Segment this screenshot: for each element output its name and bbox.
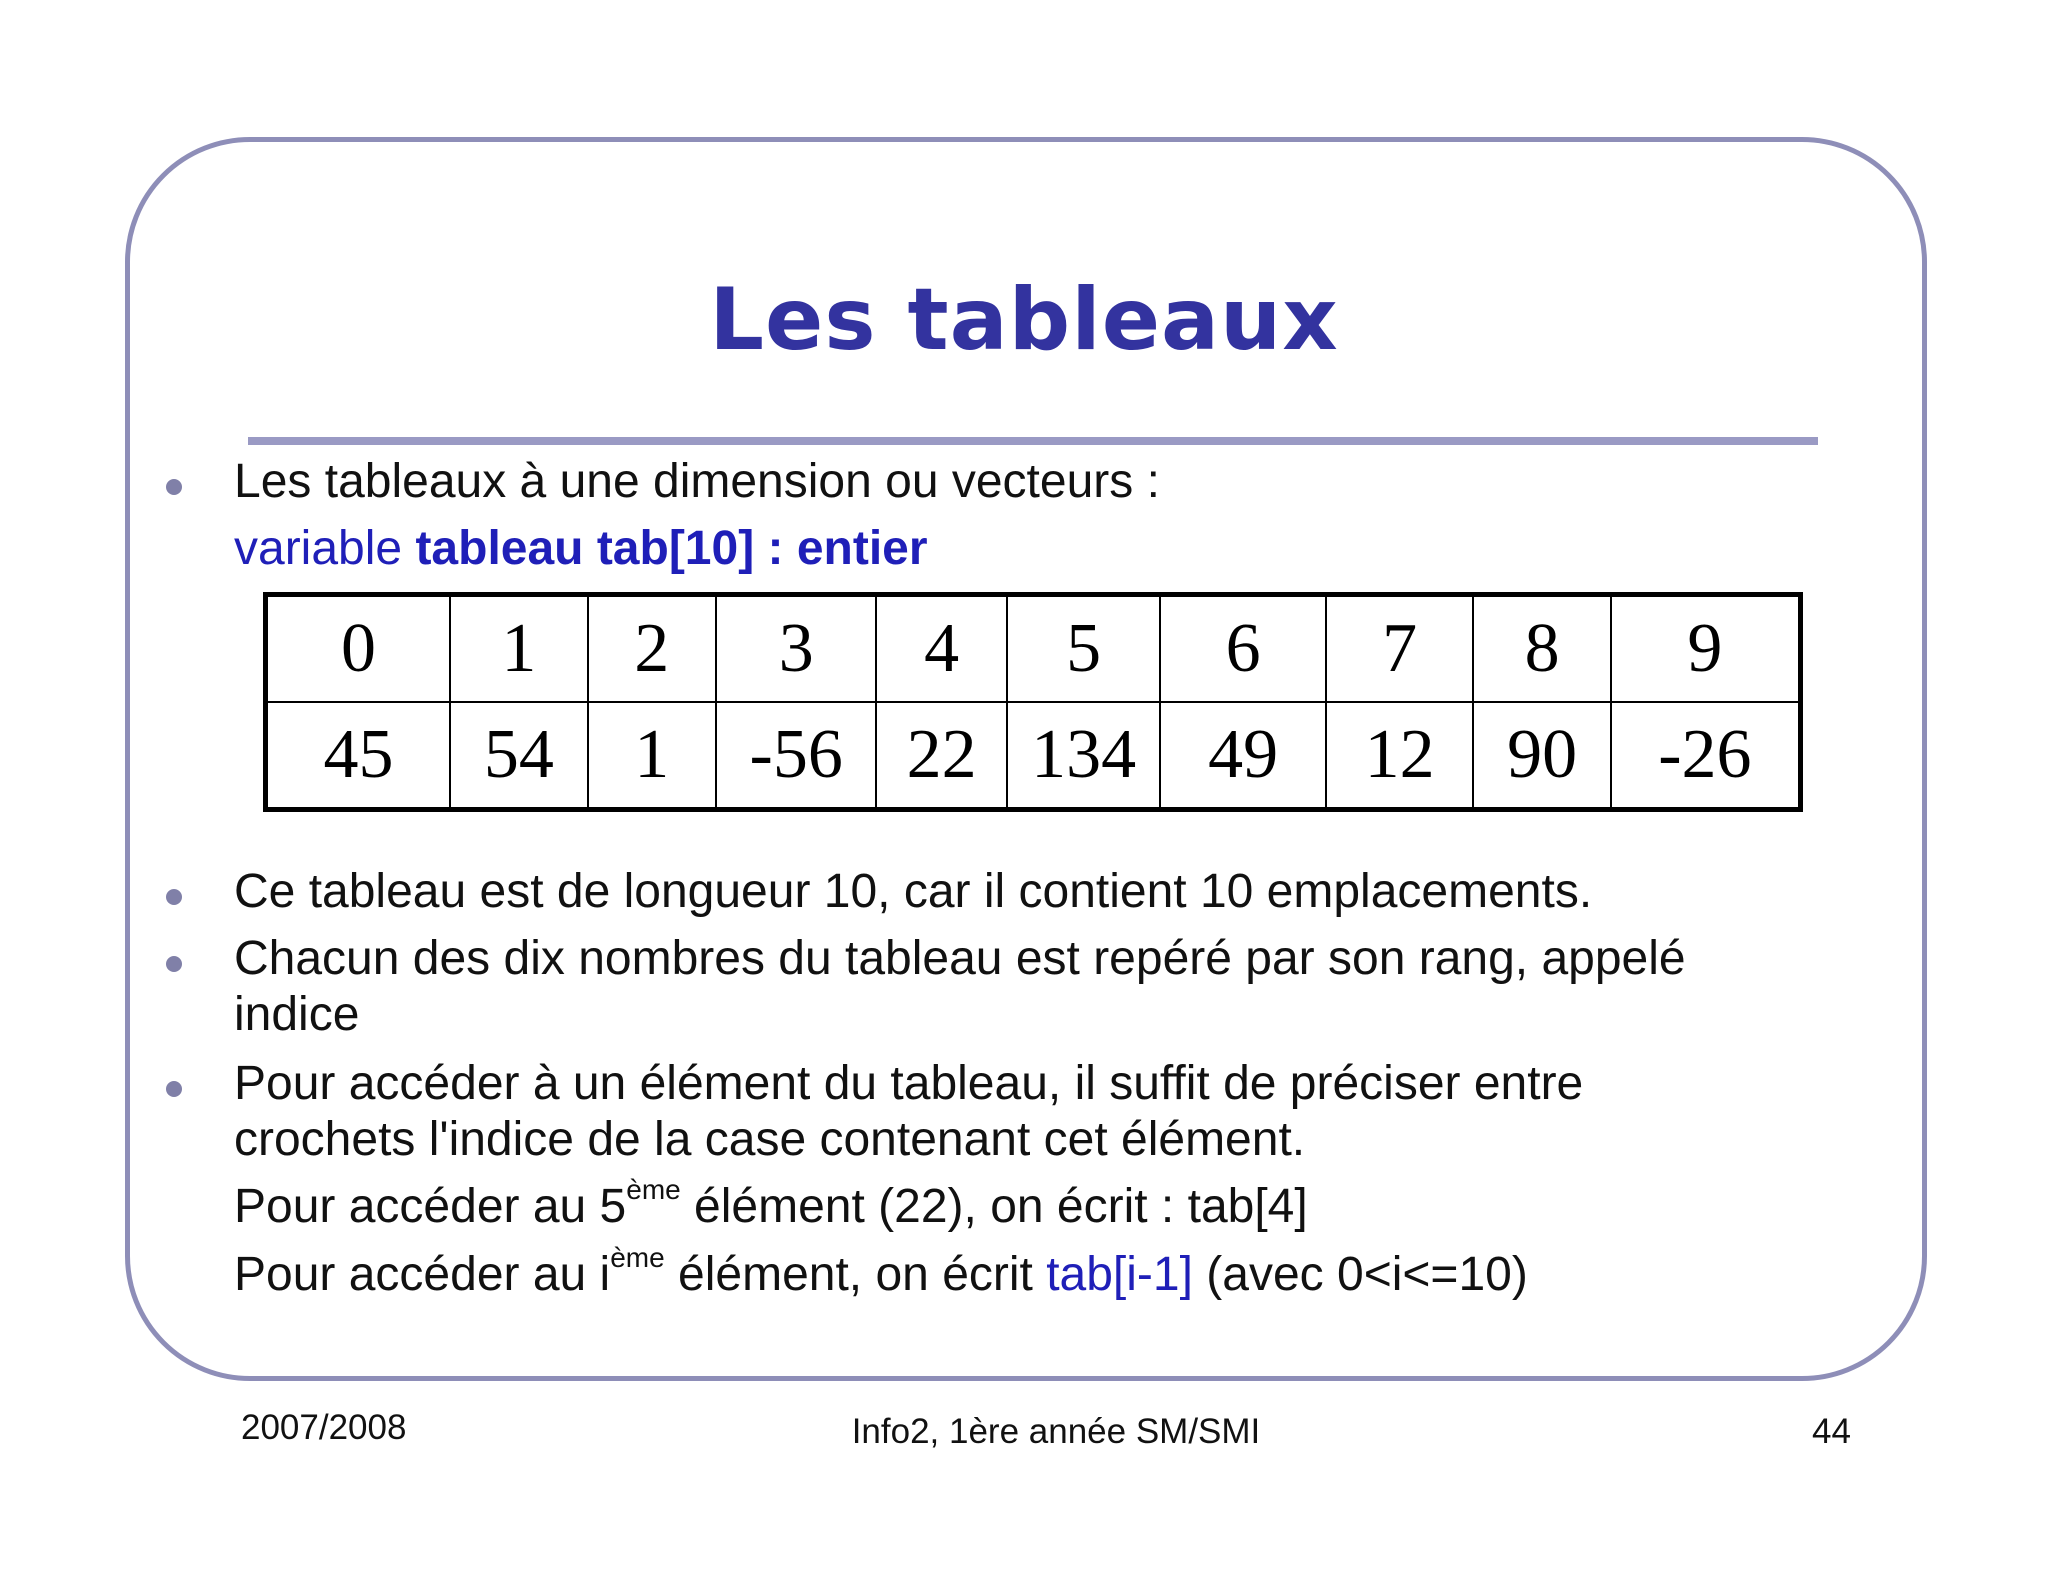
value-cell: 134 xyxy=(1007,702,1161,810)
value-cell: 54 xyxy=(450,702,587,810)
index-cell: 7 xyxy=(1326,595,1473,703)
bullet-dot xyxy=(166,479,182,495)
index-cell: 1 xyxy=(450,595,587,703)
bullet-length: Ce tableau est de longueur 10, car il contient 10 emplacements. xyxy=(234,865,1593,918)
value-cell: 22 xyxy=(876,702,1006,810)
bullet-rank-line1: Chacun des dix nombres du tableau est repéré par son rang, appelé xyxy=(234,932,1686,985)
value-cell: 90 xyxy=(1473,702,1610,810)
bullet-dot xyxy=(166,1081,182,1097)
intro-text: Les tableaux à une dimension ou vecteurs : xyxy=(234,455,1160,508)
value-cell: -56 xyxy=(716,702,877,810)
index-cell: 8 xyxy=(1473,595,1610,703)
slide-title: Les tableaux xyxy=(709,270,1339,370)
declaration-rest: tableau tab[10] : entier xyxy=(415,522,928,575)
index-cell: 4 xyxy=(876,595,1006,703)
example-ith-element xyxy=(234,1242,1528,1304)
index-row xyxy=(266,595,1801,703)
footer-year: 2007/2008 xyxy=(241,1408,407,1447)
example-text: élément (22), on écrit : tab[4] xyxy=(680,1180,1308,1233)
index-cell: 9 xyxy=(1611,595,1801,703)
value-cell: -26 xyxy=(1611,702,1801,810)
index-cell: 5 xyxy=(1007,595,1161,703)
value-cell: 49 xyxy=(1160,702,1326,810)
bullet-access-line2: crochets l'indice de la case contenant cet élément. xyxy=(234,1113,1306,1166)
title-divider xyxy=(248,437,1818,445)
index-cell: 6 xyxy=(1160,595,1326,703)
bullet-rank-line2: indice xyxy=(234,988,360,1041)
bullet-access-line1: Pour accéder à un élément du tableau, il suffit de préciser entre xyxy=(234,1057,1584,1110)
footer-course: Info2, 1ère année SM/SMI xyxy=(851,1412,1261,1451)
example-text: Pour accéder au i xyxy=(234,1248,611,1301)
value-cell: 1 xyxy=(588,702,716,810)
array-table xyxy=(263,592,1803,812)
index-cell: 2 xyxy=(588,595,716,703)
example-text: élément, on écrit xyxy=(664,1248,1047,1301)
bullet-dot xyxy=(166,889,182,905)
value-cell: 12 xyxy=(1326,702,1473,810)
code-snippet: tab[i-1] xyxy=(1046,1248,1193,1301)
footer-page-number: 44 xyxy=(1812,1412,1851,1451)
superscript: ème xyxy=(626,1174,681,1205)
bullet-dot xyxy=(166,956,182,972)
index-cell: 3 xyxy=(716,595,877,703)
declaration-line xyxy=(234,520,928,578)
superscript: ème xyxy=(610,1242,665,1273)
example-text: (avec 0<i<=10) xyxy=(1192,1248,1528,1301)
declaration-keyword: variable xyxy=(234,522,416,575)
value-row xyxy=(266,702,1801,810)
value-cell: 45 xyxy=(266,702,451,810)
example-fifth-element xyxy=(234,1174,1308,1236)
example-text: Pour accéder au 5 xyxy=(234,1180,627,1233)
index-cell: 0 xyxy=(266,595,451,703)
